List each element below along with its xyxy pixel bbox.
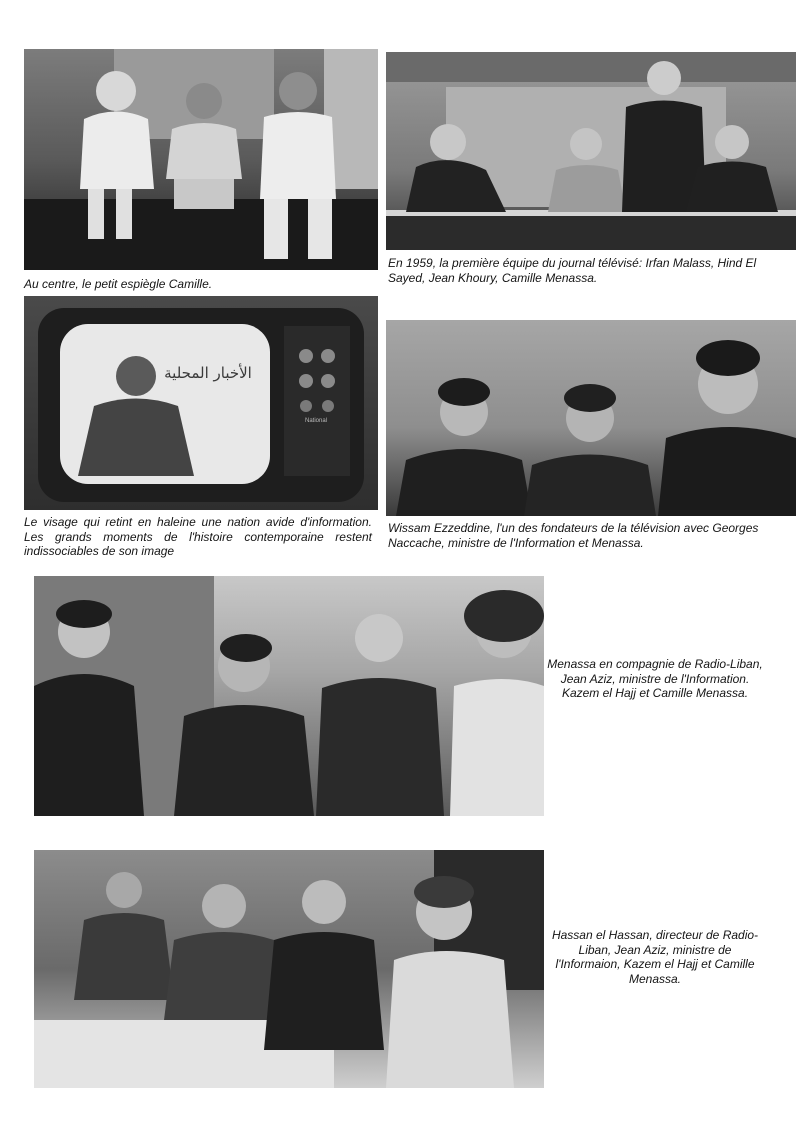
photo-news-team: [386, 52, 796, 250]
photo-television-illustration: [24, 296, 378, 510]
photo-founders-illustration: [386, 320, 796, 516]
photo-children: [24, 49, 378, 270]
caption-children: Au centre, le petit espiègle Camille.: [24, 277, 213, 291]
tv-brand-label: National: [305, 418, 328, 424]
caption-banquet: Hassan el Hassan, directeur de Radio-Liban, Jean Aziz, ministre de l'Informaion, Kazem el Hajj et Camille Menassa.: [551, 928, 759, 986]
caption-news-team: En 1959, la première équipe du journal télévisé: Irfan Malass, Hind El Sayed, Jean Khoury, Camille Menassa.: [388, 256, 757, 285]
photo-television: [24, 296, 378, 510]
photo-banquet-illustration: [34, 850, 544, 1088]
tv-screen-arabic-text: الأخبار المحلية: [164, 364, 252, 382]
caption-founders: Wissam Ezzeddine, l'un des fondateurs de la télévision avec Georges Naccache, ministre de l'Information et Menassa.: [388, 521, 759, 550]
photo-founders: [386, 320, 796, 516]
photo-radio-liban: [34, 576, 544, 816]
photo-banquet: [34, 850, 544, 1088]
caption-television: Le visage qui retint en haleine une nation avide d'information. Les grands moments de l'histoire contemporaine restent indissociables de son image: [24, 515, 372, 558]
photo-radio-liban-illustration: [34, 576, 544, 816]
photo-children-illustration: [24, 49, 378, 270]
caption-radio-liban: Menassa en compagnie de Radio-Liban, Jean Aziz, ministre de l'Information. Kazem el Hajj et Camille Menassa.: [547, 657, 763, 700]
photo-news-team-illustration: [386, 52, 796, 250]
